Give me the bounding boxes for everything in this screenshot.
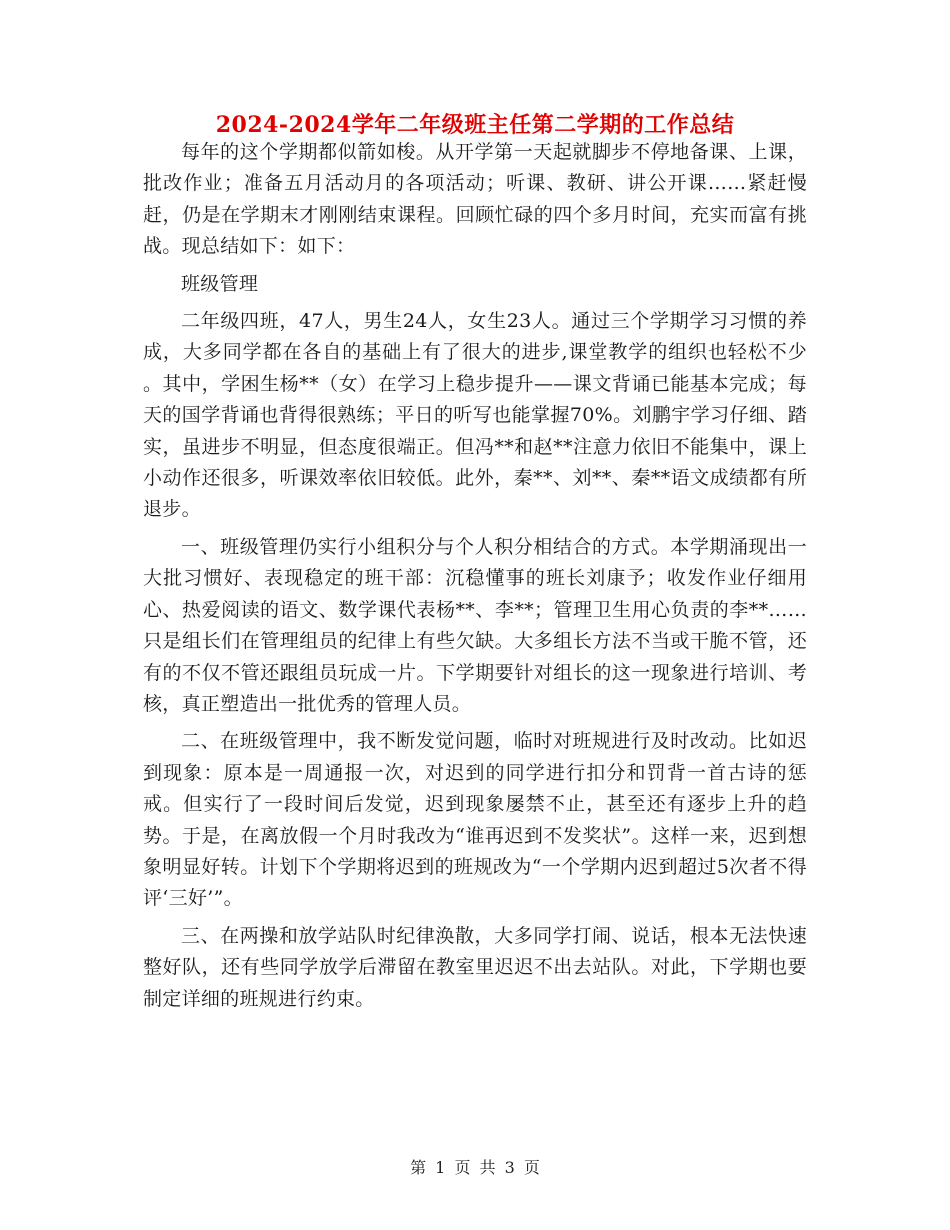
- document-title: 2024-2024学年二年级班主任第二学期的工作总结: [215, 112, 735, 138]
- paragraph-intro: 每年的这个学期都似箭如梭。从开学第一天起就脚步不停地备课、上课，批改作业；准备五月活动月的各项活动；听课、教研、讲公开课……紧赶慢赶，仍是在学期末才刚刚结束课程。回顾忙碌的四个多月时间，充实而富有挑战。现总结如下：如下：: [143, 141, 807, 258]
- paragraph-point-two: 二、在班级管理中，我不断发觉问题，临时对班规进行及时改动。比如迟到现象：原本是一周通报一次，对迟到的同学进行扣分和罚背一首古诗的惩戒。但实行了一段时间后发觉，迟到现象屡禁不止，甚至还有逐步上升的趋势。于是，在离放假一个月时我改为“谁再迟到不发奖状”。这样一来，迟到想象明显好转。计划下个学期将迟到的班规改为“一个学期内迟到超过5次者不得评‘三好’”。: [143, 730, 807, 910]
- paragraph-section-heading: 班级管理: [181, 272, 259, 295]
- document-body: [143, 137, 807, 1015]
- paragraph-class-overview: 二年级四班，47人，男生24人，女生23人。通过三个学期学习习惯的养成，大多同学都在各自的基础上有了很大的进步,课堂教学的组织也轻松不少 。其中，学困生杨**（女）在学习上稳步提升——课文背诵已能基本完成；每天的国学背诵也背得很熟练；平日的听写也能掌握70%。刘鹏宇学习仔细、踏实，虽进步不明显，但态度很端正。但冯**和赵**注意力依旧不能集中，课上小动作还很多，听课效率依旧较低。此外，秦**、刘**、秦**语文成绩都有所退步。: [143, 310, 807, 521]
- paragraph-point-one: 一、班级管理仍实行小组积分与个人积分相结合的方式。本学期涌现出一大批习惯好、表现稳定的班干部：沉稳懂事的班长刘康予；收发作业仔细用心、热爱阅读的语文、数学课代表杨**、李**；管理卫生用心负责的李**……只是组长们在管理组员的纪律上有些欠缺。大多组长方法不当或干脆不管，还有的不仅不管还跟组员玩成一片。下学期要针对组长的这一现象进行培训、考核，真正塑造出一批优秀的管理人员。: [143, 535, 807, 715]
- paragraph-point-three: 三、在两操和放学站队时纪律涣散，大多同学打闹、说话，根本无法快速整好队，还有些同学放学后滞留在教室里迟迟不出去站队。对此，下学期也要制定详细的班规进行约束。: [143, 924, 807, 1010]
- page-number-footer: 第 1 页 共 3 页: [410, 1158, 540, 1177]
